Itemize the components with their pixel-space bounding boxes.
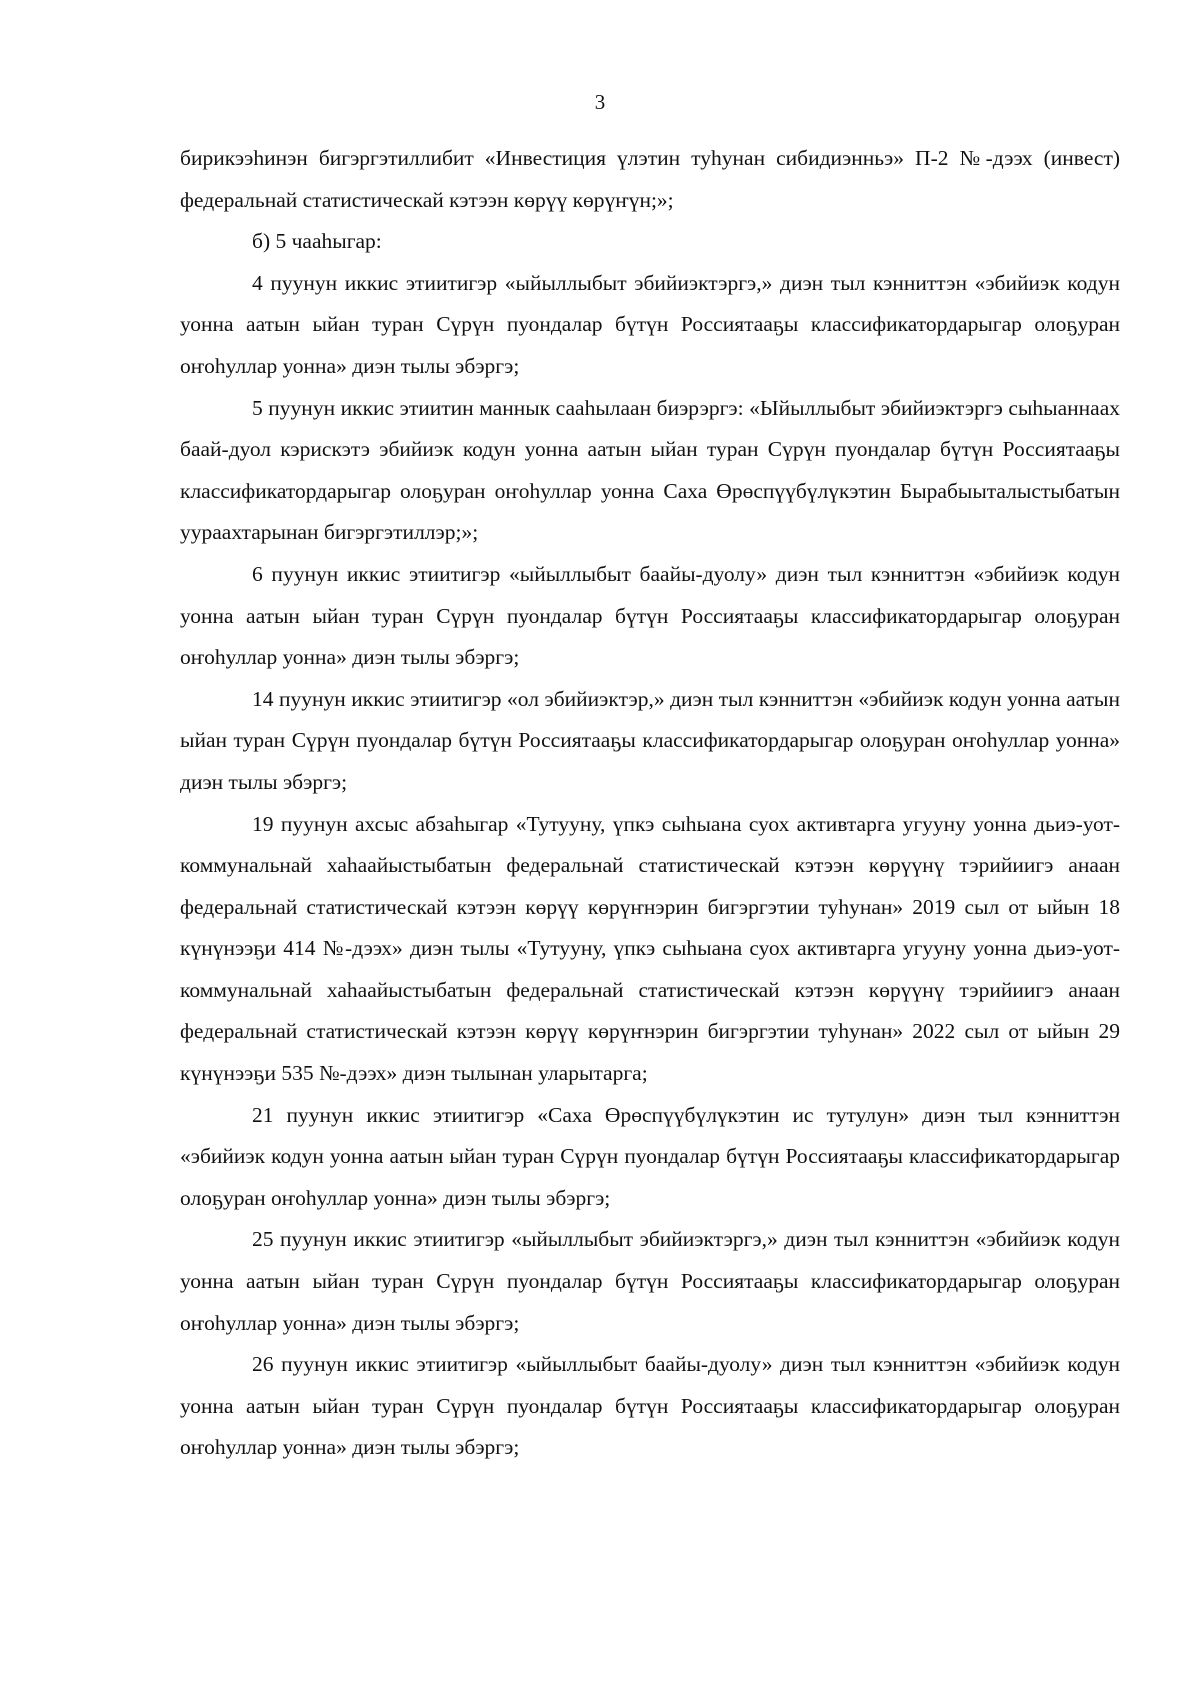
paragraph-item-26: 26 пуунун иккис этиитигэр «ыйыллыбыт баайы-дуолу» диэн тыл кэнниттэн «эбийиэк кодун уонна аатын ыйан туран Сүрүн пуондалар бүтүн Россиятааҕы классификатордарыгар олоҕуран оҥоһуллар уонна» диэн тылы эбэргэ; bbox=[180, 1352, 1120, 1460]
paragraph-item-14: 14 пуунун иккис этиитигэр «ол эбийиэктэр,» диэн тыл кэнниттэн «эбийиэк кодун уонна аатын ыйан туран Сүрүн пуондалар бүтүн Россиятааҕы классификатордарыгар олоҕуран оҥоһуллар уонна» диэн тылы эбэргэ; bbox=[180, 686, 1120, 794]
paragraph-item-25: 25 пуунун иккис этиитигэр «ыйыллыбыт эбийиэктэргэ,» диэн тыл кэнниттэн «эбийиэк кодун уонна аатын ыйан туран Сүрүн пуондалар бүтүн Россиятааҕы классификатордарыгар олоҕуран оҥоһуллар уонна» диэн тылы эбэргэ; bbox=[180, 1227, 1120, 1335]
paragraph-item-5: 5 пуунун иккис этиитин маннык сааһылаан биэрэргэ: «Ыйыллыбыт эбийиэктэргэ сыһыаннаах баай-дуол кэрискэтэ эбийиэк кодун уонна аатын ыйан туран Сүрүн пуондалар бүтүн Россиятааҕы классификатордарыгар олоҕуран оҥоһуллар уонна Саха Өрөспүүбүлүкэтин Бырабыыталыстыбатын уураахтарынан бигэргэтиллэр;»; bbox=[180, 395, 1120, 545]
page-number: 3 bbox=[594, 90, 606, 114]
paragraph-item-19: 19 пуунун ахсыс абзаһыгар «Тутууну, үпкэ сыһыана суох активтарга угууну уонна дьиэ-уот-коммунальнай хаһаайыстыбатын федеральнай статистическай кэтээн көрүүнү тэрийиигэ анаан федеральнай статистическай кэтээн көрүү көрүҥнэрин бигэргэтии туһунан» 2019 сыл от ыйын 18 күнүнээҕи 414 №-дээх» диэн тылы «Тутууну, үпкэ сыһыана суох активтарга угууну уонна дьиэ-уот-коммунальнай хаһаайыстыбатын федеральнай статистическай кэтээн көрүүнү тэрийиигэ анаан федеральнай статистическай кэтээн көрүү көрүҥнэрин бигэргэтии туһунан» 2022 сыл от ыйын 29 күнүнээҕи 535 №-дээх» диэн тылынан уларытарга; bbox=[180, 811, 1120, 1086]
paragraph-continuation: бирикээһинэн бигэргэтиллибит «Инвестиция үлэтин туһунан сибидиэнньэ» П-2 №-дээх (инвест) федеральнай статистическай кэтээн көрүү көрүҥүн;»; bbox=[180, 146, 1120, 212]
document-body bbox=[180, 138, 1120, 1469]
paragraph-item-4: 4 пуунун иккис этиитигэр «ыйыллыбыт эбийиэктэргэ,» диэн тыл кэнниттэн «эбийиэк кодун уонна аатын ыйан туран Сүрүн пуондалар бүтүн Россиятааҕы классификатордарыгар олоҕуран оҥоһуллар уонна» диэн тылы эбэргэ; bbox=[180, 270, 1120, 378]
paragraph-subsection-heading: б) 5 чааһыгар: bbox=[252, 229, 382, 254]
paragraph-item-21: 21 пуунун иккис этиитигэр «Саха Өрөспүүбүлүкэтин ис тутулун» диэн тыл кэнниттэн «эбийиэк кодун уонна аатын ыйан туран Сүрүн пуондалар бүтүн Россиятааҕы классификатордарыгар олоҕуран оҥоһуллар уонна» диэн тылы эбэргэ; bbox=[180, 1102, 1120, 1210]
paragraph-item-6: 6 пуунун иккис этиитигэр «ыйыллыбыт баайы-дуолу» диэн тыл кэнниттэн «эбийиэк кодун уонна аатын ыйан туран Сүрүн пуондалар бүтүн Россиятааҕы классификатордарыгар олоҕуран оҥоһуллар уонна» диэн тылы эбэргэ; bbox=[180, 561, 1120, 670]
